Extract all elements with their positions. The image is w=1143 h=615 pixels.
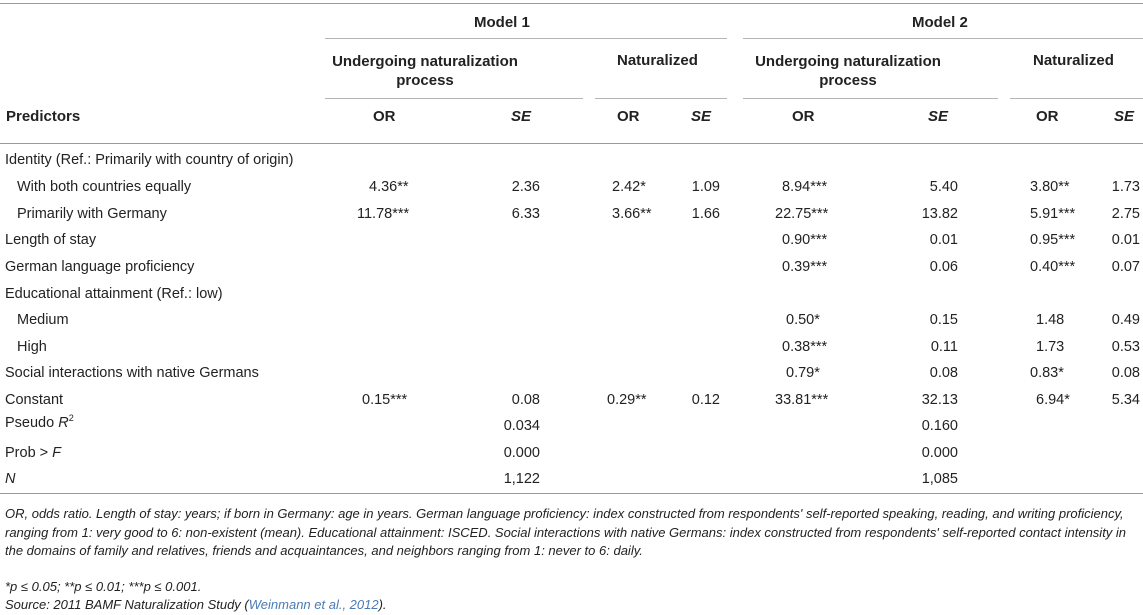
m2-undergoing-heading: Undergoing naturalization process: [755, 53, 941, 89]
n-m2: 1,085: [921, 471, 958, 487]
cell: 3.66**: [612, 206, 652, 222]
cell: 0.50*: [786, 312, 820, 328]
cell: 2.42*: [612, 179, 646, 195]
cell: 32.13: [921, 392, 958, 408]
row-label-primarily-germany: Primarily with Germany: [17, 206, 167, 222]
cell: 33.81***: [775, 392, 829, 408]
cell: 1.73: [1111, 179, 1140, 195]
model1-rule: [325, 38, 727, 39]
pseudo-r2-m2: 0.160: [921, 418, 958, 434]
cell: 8.94***: [782, 179, 828, 195]
cell: 0.39***: [782, 259, 828, 275]
m2-se-heading: SE: [928, 108, 949, 125]
cell: 0.08: [511, 392, 540, 408]
cell: 0.95***: [1030, 232, 1076, 248]
table-bottom-rule: [0, 493, 1143, 494]
cell: 5.91***: [1030, 206, 1076, 222]
prob-f-m1: 0.000: [503, 445, 540, 461]
source-reference-link[interactable]: Weinmann et al., 2012: [248, 597, 379, 612]
cell: 0.38***: [782, 339, 828, 355]
prob-f-m2: 0.000: [921, 445, 958, 461]
cell: 11.78***: [357, 206, 410, 222]
cell: 0.08: [1111, 365, 1140, 381]
row-label-language: German language proficiency: [5, 259, 195, 275]
header-bottom-rule: [0, 143, 1143, 144]
row-label-social: Social interactions with native Germans: [5, 365, 259, 381]
m2-or-heading: OR: [792, 108, 815, 125]
row-label-high: High: [17, 339, 47, 355]
table-top-rule: [0, 3, 1143, 4]
cell: 0.40***: [1030, 259, 1076, 275]
row-label-length-of-stay: Length of stay: [5, 232, 97, 248]
cell: 0.79*: [786, 365, 820, 381]
pseudo-r2-label: Pseudo $R^2$: [5, 413, 74, 431]
m2-naturalized-rule: [1010, 98, 1143, 99]
n-m1: 1,122: [503, 471, 540, 487]
cell: 0.90***: [782, 232, 828, 248]
cell: 0.83*: [1030, 365, 1064, 381]
cell: 4.36**: [369, 179, 409, 195]
cell: 22.75***: [775, 206, 829, 222]
model1-heading: Model 1: [474, 14, 530, 31]
table-footnote: OR, odds ratio. Length of stay: years; if born in Germany: age in years. German language proficiency: index constructed from respondents' self-reported speaking, reading, and writing proficiency, ranging from 1: very good to 6: non-existent (mean). Educational attainment: ISCED. Social interactions with native Germans: index constructed from respondents' self-reported contact intensity in the domains of family and relatives, friends and acquaintances, and neighbors ranging from 1: never to 6: daily.: [5, 506, 1127, 558]
m1-undergoing-rule: [325, 98, 583, 99]
m1-se-heading: SE: [511, 108, 532, 125]
m2-nat-or-heading: OR: [1036, 108, 1059, 125]
cell: 0.07: [1111, 259, 1140, 275]
cell: 0.15***: [362, 392, 408, 408]
cell: 0.08: [929, 365, 958, 381]
row-label-education: Educational attainment (Ref.: low): [5, 286, 223, 302]
significance-note: *p ≤ 0.05; **p ≤ 0.01; ***p ≤ 0.001.: [5, 579, 202, 594]
m1-nat-or-heading: OR: [617, 108, 640, 125]
cell: 5.40: [929, 179, 958, 195]
m1-undergoing-heading: Undergoing naturalization process: [332, 53, 518, 89]
cell: 0.49: [1111, 312, 1140, 328]
row-label-medium: Medium: [17, 312, 69, 328]
cell: 0.01: [929, 232, 958, 248]
predictors-heading: Predictors: [6, 108, 81, 125]
cell: 6.33: [511, 206, 540, 222]
cell: 6.94*: [1036, 392, 1070, 408]
cell: 5.34: [1111, 392, 1140, 408]
model2-heading: Model 2: [912, 14, 968, 31]
prob-f-label: Prob > F: [5, 445, 62, 461]
cell: 2.36: [511, 179, 540, 195]
m2-undergoing-rule: [743, 98, 998, 99]
cell: 2.75: [1111, 206, 1140, 222]
m1-nat-se-heading: SE: [691, 108, 712, 125]
model2-rule: [743, 38, 1143, 39]
cell: 1.66: [691, 206, 720, 222]
cell: 13.82: [921, 206, 958, 222]
n-label: N: [5, 471, 16, 487]
cell: 0.12: [691, 392, 720, 408]
m1-naturalized-heading: Naturalized: [617, 52, 698, 69]
cell: 1.48: [1036, 312, 1065, 328]
cell: 0.29**: [607, 392, 647, 408]
source-note: Source: 2011 BAMF Naturalization Study (Weinmann et al., 2012).: [5, 597, 387, 612]
cell: 0.53: [1111, 339, 1140, 355]
m2-naturalized-heading: Naturalized: [1033, 52, 1114, 69]
cell: 0.15: [929, 312, 958, 328]
m1-naturalized-rule: [595, 98, 727, 99]
cell: 0.06: [929, 259, 958, 275]
row-label-identity: Identity (Ref.: Primarily with country of origin): [5, 152, 294, 168]
cell: 1.73: [1036, 339, 1065, 355]
cell: 0.01: [1111, 232, 1140, 248]
pseudo-r2-m1: 0.034: [503, 418, 540, 434]
cell: 3.80**: [1030, 179, 1070, 195]
m2-nat-se-heading: SE: [1114, 108, 1135, 125]
cell: 1.09: [691, 179, 720, 195]
row-label-both-countries: With both countries equally: [17, 179, 192, 195]
m1-or-heading: OR: [373, 108, 396, 125]
cell: 0.11: [930, 339, 958, 355]
row-label-constant: Constant: [5, 392, 64, 408]
